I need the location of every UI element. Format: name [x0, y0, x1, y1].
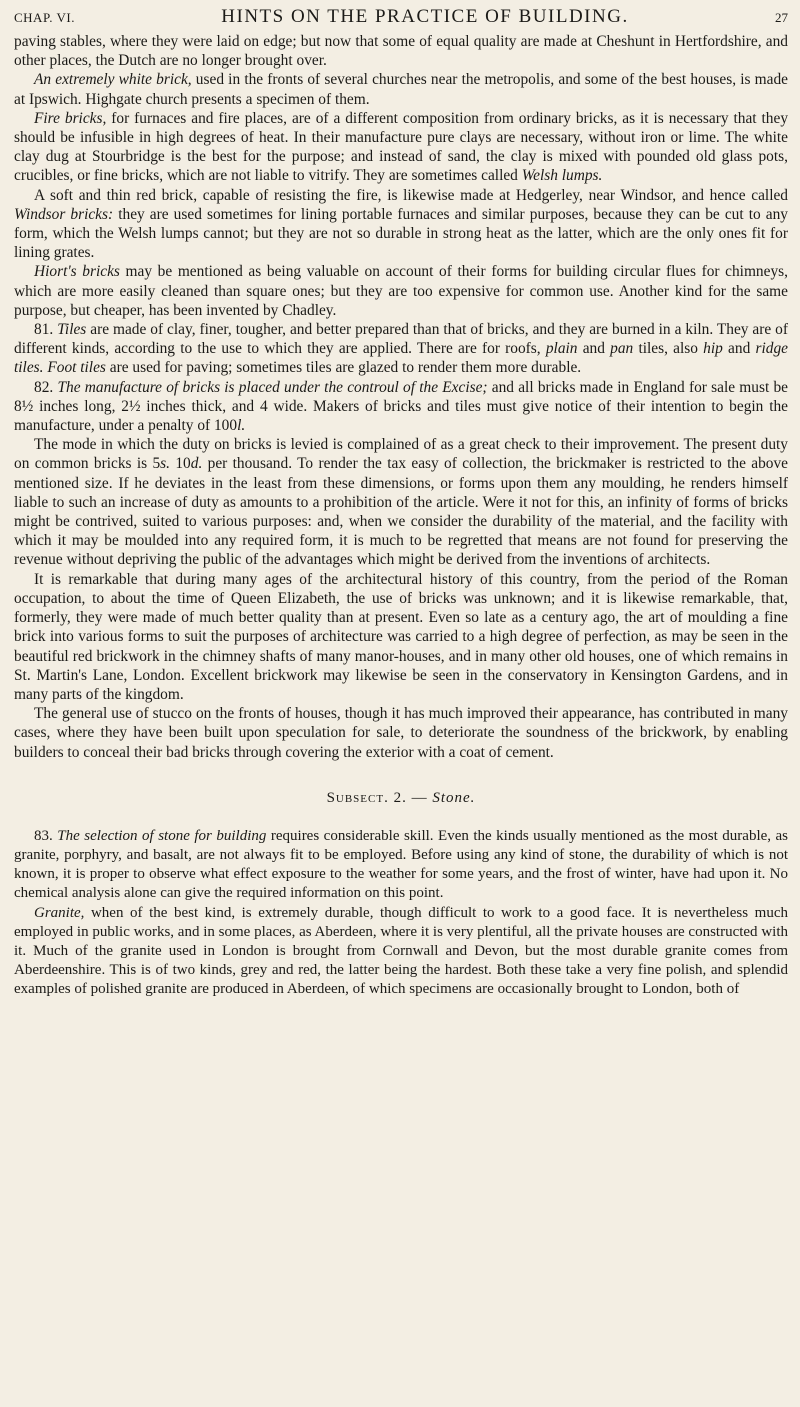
italic-text: Welsh lumps. [521, 167, 603, 185]
italic-text: plain [545, 340, 578, 358]
text-run: and all bricks made in England for sale must be 8½ inches long, 2½ inches thick, and 4 wide. Makers of bricks and tiles must give notice of their intention to begin the manufacture, under a penalty of 100 [14, 378, 788, 435]
paragraph [14, 904, 788, 1000]
text-run: and [577, 340, 611, 358]
italic-text: l. [237, 417, 246, 435]
text-run: when of the best kind, is extremely durable, though difficult to work to a good face. It is nevertheless much employed in public works, and in some places, as Aberdeen, where it is very plentiful, all the private houses are constructed with it. Much of the granite used in London is brought from Cornwall and Devon, but the most durable granite comes from Aberdeenshire. This is of two kinds, grey and red, the latter being the hardest. Both these take a very fine polish, and splendid examples of polished granite are produced in Aberdeen, of which specimens are occasionally brought to London, both of [14, 904, 788, 998]
paragraph [14, 186, 788, 263]
chapter-label: CHAP. VI. [14, 10, 75, 25]
text-run: requires considerable skill. Even the kinds usually mentioned as the most durable, as granite, porphyry, and basalt, are not always fit to be employed. Before using any kind of stone, the durability of which is not known, it is proper to observe what effect exposure to the weather for some years, and the frost of winter, have had upon it. No chemical analysis alone can give the required information on this point. [14, 827, 789, 902]
text-run: may be mentioned as being valuable on account of their forms for building circular flues for chimneys, which are more easily cleaned than square ones; but they are too expensive for common use. Another kind for the same purpose, but cheaper, has been invented by Chadley. [14, 263, 788, 319]
italic-text: Hiort's bricks [34, 263, 120, 281]
italic-text: The manufacture of bricks is placed under the controul of the Excise; [57, 378, 488, 396]
italic-text: d. [190, 455, 203, 473]
text-run: per thousand. To render the tax easy of collection, the brickmaker is restricted to the above mentioned size. If he deviates in the least from these dimensions, or forms upon them any moulding, he renders himself liable to such an increase of duty as amounts to a prohibition of the article. Were it not for this, an infinity of forms of bricks might be contrived, suited to various purposes: and, when we consider the durability of the material, and the facility with which it may be moulded into any required form, it is much to be regretted that means are not found for preserving the revenue without depriving the public of the advantages which might be derived from the inventions of architects. [14, 455, 788, 569]
paragraph [14, 262, 788, 320]
paragraph [14, 378, 788, 436]
italic-text: The selection of stone for building [57, 827, 267, 844]
italic-text: pan [610, 340, 634, 358]
text-run: are made of clay, finer, tougher, and better prepared than that of bricks, and they are burned in a kiln. They are of different kinds, according to the use to which they are applied. There are for roofs, [14, 321, 788, 358]
paragraph [14, 435, 788, 569]
text-run: 10 [170, 455, 191, 473]
subsection-heading [14, 790, 788, 807]
italic-text: An extremely white brick, [34, 71, 192, 89]
text-run: 82. [34, 378, 58, 396]
text-run: and [722, 340, 756, 358]
text-run: they are used sometimes for lining portable furnaces and similar purposes, because they can be cut to any form, which the Welsh lumps cannot; but they are not so durable in strong heat as the latter, which are the only ones fit for lining grates. [14, 205, 788, 262]
running-title: HINTS ON THE PRACTICE OF BUILDING. [221, 6, 629, 27]
subsection-title: Stone. [432, 789, 476, 806]
paragraph [14, 320, 788, 378]
text-run: It is remarkable that during many ages of the architectural history of this country, from the period of the Roman occupation, to about the time of Queen Elizabeth, the use of bricks was unknown; and it is likewise remarkable, that, formerly, they were made of much better quality than at present. Even so late as a century ago, the art of moulding a fine brick into various forms to suit the purposes of architecture was carried to a high degree of perfection, as may be seen in the beautiful red brickwork in the chimney shafts of many manor-houses, and in many other old houses, one of which remains in St. Martin's Lane, London. Excellent brickwork may likewise be seen in the conservatory in Kensington Gardens, and in many parts of the kingdom. [14, 570, 788, 703]
text-run: are used for paving; sometimes tiles are glazed to render them more durable. [105, 359, 582, 377]
subsection-label: Subsect. 2. — [326, 789, 428, 806]
paragraph [14, 70, 788, 108]
paragraph [14, 109, 788, 186]
text-run: The mode in which the duty on bricks is levied is complained of as a great check to their improvement. The present duty on common bricks is 5 [14, 436, 788, 473]
text-run: paving stables, where they were laid on edge; but now that some of equal quality are made at Cheshunt in Hertfordshire, and other places, the Dutch are no longer brought over. [14, 33, 788, 70]
text-run: 83. [34, 827, 58, 844]
italic-text: Fire bricks, [34, 109, 107, 127]
italic-text: Tiles [57, 321, 87, 339]
paragraph [14, 32, 788, 70]
italic-text: hip [703, 340, 723, 358]
running-header [14, 6, 788, 32]
page-number: 27 [775, 10, 788, 25]
body-text-lower [14, 827, 788, 1000]
paragraph [14, 570, 788, 704]
body-text-upper [14, 32, 788, 762]
text-run: A soft and thin red brick, capable of resisting the fire, is likewise made at Hedgerley, near Windsor, and hence called [34, 186, 788, 204]
italic-text: ridge tiles. Foot tiles [14, 340, 788, 377]
text-run: 81. [34, 321, 58, 339]
text-run: used in the fronts of several churches near the metropolis, and some of the best houses, is made at Ipswich. Highgate church presents a specimen of them. [14, 71, 788, 108]
italic-text: s. [160, 455, 171, 473]
italic-text: Granite, [34, 904, 85, 921]
text-run: The general use of stucco on the fronts of houses, though it has much improved their appearance, has contributed in many cases, where they have been built upon speculation for sale, to deteriorate the soundness of the brickwork, by enabling builders to conceal their bad bricks through covering the exterior with a coat of cement. [14, 705, 788, 761]
paragraph [14, 827, 788, 904]
italic-text: Windsor bricks: [14, 205, 114, 223]
text-run: for furnaces and fire places, are of a different composition from ordinary bricks, as it is necessary that they should be infusible in high degrees of heat. In their manufacture pure clays are necessary, without iron or lime. The white clay dug at Stourbridge is the best for the purpose; and instead of sand, the clay is mixed with pounded old glass pots, crucibles, or fine bricks, which are not liable to vitrify. They are sometimes called [14, 109, 789, 185]
text-run: tiles, also [633, 340, 704, 358]
paragraph [14, 704, 788, 762]
